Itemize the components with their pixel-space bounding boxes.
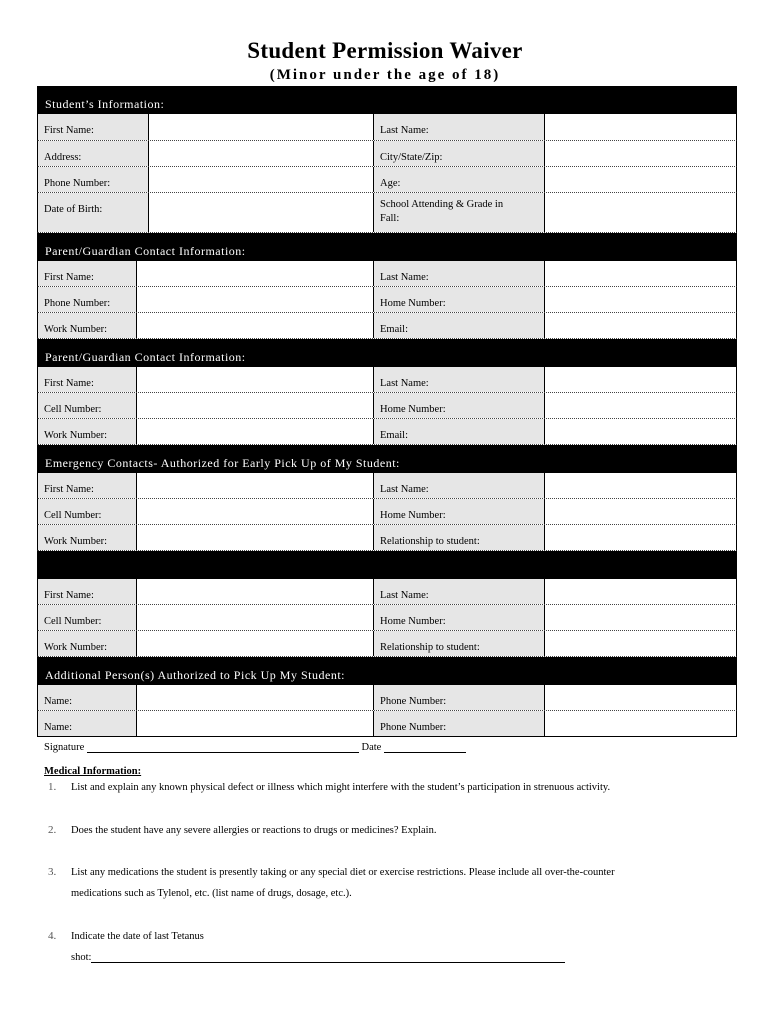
question-text: Indicate the date of last Tetanus xyxy=(71,931,204,942)
shot-label: shot: xyxy=(71,952,92,963)
signature-label: Signature xyxy=(44,742,85,753)
form-row xyxy=(37,473,737,499)
form-row xyxy=(37,367,737,393)
last-name-label: Last Name: xyxy=(374,579,544,604)
section-header-guardian-1: Parent/Guardian Contact Information: xyxy=(37,233,737,261)
first-name-label: First Name: xyxy=(38,473,136,498)
cell-number-field[interactable] xyxy=(136,393,374,418)
first-name-label: First Name: xyxy=(38,367,136,392)
work-number-label: Work Number: xyxy=(38,419,136,444)
signature-field[interactable] xyxy=(87,742,359,753)
cell-number-label: Cell Number: xyxy=(38,499,136,524)
phone-number-field[interactable] xyxy=(544,685,736,710)
question-number: 2. xyxy=(48,824,57,836)
first-name-field[interactable] xyxy=(136,473,374,498)
email-field[interactable] xyxy=(544,313,736,338)
signature-line xyxy=(44,742,466,753)
section-header-emergency-2 xyxy=(37,551,737,579)
work-number-field[interactable] xyxy=(136,419,374,444)
form-row xyxy=(37,287,737,313)
address-field[interactable] xyxy=(148,141,374,166)
phone-number-label: Phone Number: xyxy=(38,287,136,312)
age-field[interactable] xyxy=(544,167,736,192)
first-name-field[interactable] xyxy=(136,261,374,286)
question-number: 3. xyxy=(48,866,57,878)
name-field[interactable] xyxy=(136,685,374,710)
last-name-label: Last Name: xyxy=(374,473,544,498)
home-number-field[interactable] xyxy=(544,287,736,312)
form-row xyxy=(37,193,737,233)
medical-question-4 xyxy=(44,930,565,963)
form-row xyxy=(37,685,737,711)
city-state-zip-label: City/State/Zip: xyxy=(374,141,544,166)
form-row xyxy=(37,631,737,657)
date-of-birth-field[interactable] xyxy=(148,193,374,232)
relationship-label: Relationship to student: xyxy=(374,631,544,656)
last-name-label: Last Name: xyxy=(374,261,544,286)
form-row xyxy=(37,711,737,737)
form-row xyxy=(37,141,737,167)
date-of-birth-label: Date of Birth: xyxy=(38,193,148,232)
home-number-field[interactable] xyxy=(544,499,736,524)
last-name-label: Last Name: xyxy=(374,114,544,140)
medical-question-1 xyxy=(44,781,610,793)
first-name-label: First Name: xyxy=(38,579,136,604)
first-name-label: First Name: xyxy=(38,114,148,140)
relationship-field[interactable] xyxy=(544,631,736,656)
medical-question-3 xyxy=(44,866,615,899)
home-number-label: Home Number: xyxy=(374,499,544,524)
name-field[interactable] xyxy=(136,711,374,736)
form-row xyxy=(37,525,737,551)
first-name-field[interactable] xyxy=(136,367,374,392)
phone-number-label: Phone Number: xyxy=(374,711,544,736)
work-number-label: Work Number: xyxy=(38,631,136,656)
section-header-additional: Additional Person(s) Authorized to Pick Up My Student: xyxy=(37,657,737,685)
cell-number-label: Cell Number: xyxy=(38,605,136,630)
home-number-field[interactable] xyxy=(544,605,736,630)
form-row xyxy=(37,114,737,141)
question-text-continued: medications such as Tylenol, etc. (list name of drugs, dosage, etc.). xyxy=(71,888,352,899)
last-name-field[interactable] xyxy=(544,473,736,498)
name-label: Name: xyxy=(38,685,136,710)
relationship-label: Relationship to student: xyxy=(374,525,544,550)
page-subtitle: (Minor under the age of 18) xyxy=(269,67,501,83)
form-row xyxy=(37,499,737,525)
last-name-label: Last Name: xyxy=(374,367,544,392)
home-number-label: Home Number: xyxy=(374,393,544,418)
email-label: Email: xyxy=(374,313,544,338)
form-row xyxy=(37,313,737,339)
home-number-field[interactable] xyxy=(544,393,736,418)
date-field[interactable] xyxy=(384,742,466,753)
first-name-field[interactable] xyxy=(136,579,374,604)
waiver-form xyxy=(37,86,737,737)
name-label: Name: xyxy=(38,711,136,736)
email-label: Email: xyxy=(374,419,544,444)
form-row xyxy=(37,605,737,631)
age-label: Age: xyxy=(374,167,544,192)
medical-question-2 xyxy=(44,824,436,836)
cell-number-label: Cell Number: xyxy=(38,393,136,418)
relationship-field[interactable] xyxy=(544,525,736,550)
phone-number-label: Phone Number: xyxy=(374,685,544,710)
home-number-label: Home Number: xyxy=(374,287,544,312)
medical-information-heading: Medical Information: xyxy=(44,766,142,777)
tetanus-shot-line xyxy=(71,952,565,963)
last-name-field[interactable] xyxy=(544,367,736,392)
tetanus-date-field[interactable] xyxy=(91,953,565,963)
section-header-student: Student’s Information: xyxy=(37,86,737,114)
last-name-field[interactable] xyxy=(544,114,736,140)
address-label: Address: xyxy=(38,141,148,166)
first-name-label: First Name: xyxy=(38,261,136,286)
form-row xyxy=(37,393,737,419)
section-header-guardian-2: Parent/Guardian Contact Information: xyxy=(37,339,737,367)
question-number: 1. xyxy=(48,781,57,793)
work-number-field[interactable] xyxy=(136,631,374,656)
last-name-field[interactable] xyxy=(544,261,736,286)
form-row xyxy=(37,419,737,445)
form-row xyxy=(37,261,737,287)
question-text: List and explain any known physical defect or illness which might interfere with the student’s participation in strenuous activity. xyxy=(71,782,611,793)
form-row xyxy=(37,579,737,605)
cell-number-field[interactable] xyxy=(136,605,374,630)
phone-number-field[interactable] xyxy=(544,711,736,736)
date-label: Date xyxy=(361,742,382,753)
work-number-label: Work Number: xyxy=(38,313,136,338)
school-grade-field[interactable] xyxy=(544,193,736,232)
form-row xyxy=(37,167,737,193)
school-grade-label: School Attending & Grade in Fall: xyxy=(374,193,544,232)
last-name-field[interactable] xyxy=(544,579,736,604)
city-state-zip-field[interactable] xyxy=(544,141,736,166)
work-number-field[interactable] xyxy=(136,525,374,550)
question-number: 4. xyxy=(48,930,57,942)
home-number-label: Home Number: xyxy=(374,605,544,630)
page-title: Student Permission Waiver xyxy=(247,38,523,63)
email-field[interactable] xyxy=(544,419,736,444)
phone-number-field[interactable] xyxy=(136,287,374,312)
question-text: Does the student have any severe allergies or reactions to drugs or medicines? Explain. xyxy=(71,825,437,836)
phone-number-label: Phone Number: xyxy=(38,167,148,192)
first-name-field[interactable] xyxy=(148,114,374,140)
cell-number-field[interactable] xyxy=(136,499,374,524)
question-text: List any medications the student is presently taking or any special diet or exercise restrictions. Please include all over-the-counter xyxy=(71,867,615,878)
work-number-field[interactable] xyxy=(136,313,374,338)
work-number-label: Work Number: xyxy=(38,525,136,550)
phone-number-field[interactable] xyxy=(148,167,374,192)
section-header-emergency-1: Emergency Contacts- Authorized for Early Pick Up of My Student: xyxy=(37,445,737,473)
